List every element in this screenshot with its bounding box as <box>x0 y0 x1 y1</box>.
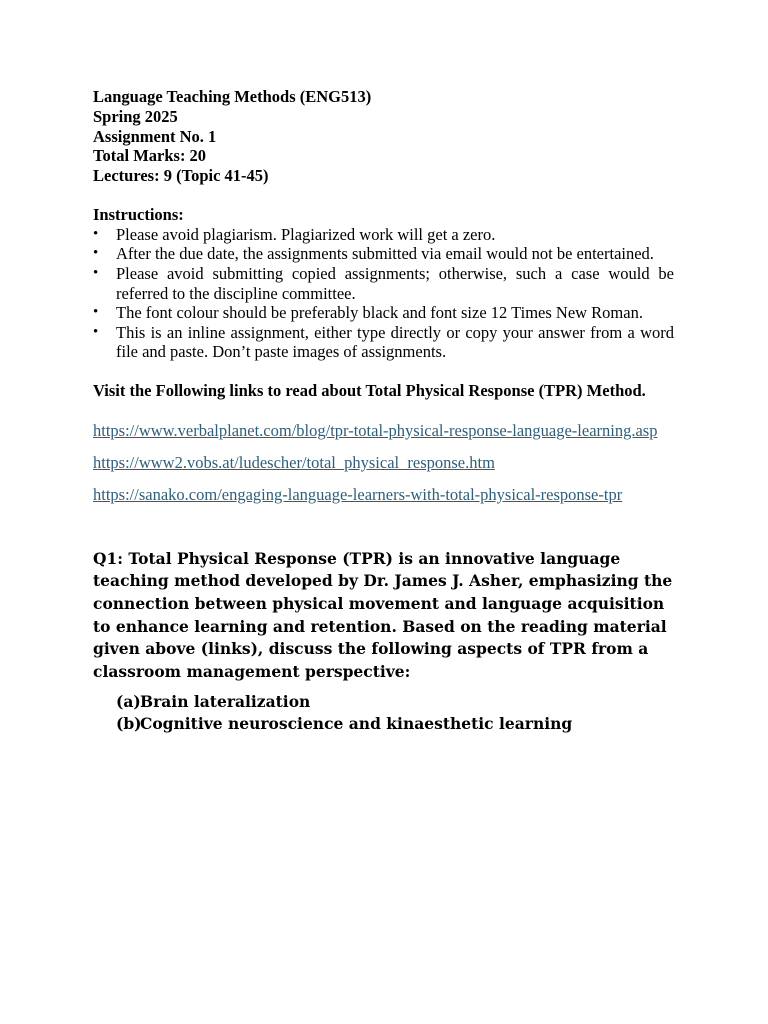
bullet-icon: • <box>93 225 99 242</box>
course-title: Language Teaching Methods (ENG513) <box>93 87 372 106</box>
bullet-icon: • <box>93 245 99 262</box>
list-item <box>93 323 674 362</box>
semester-label: Spring 2025 <box>93 106 178 126</box>
reading-links <box>93 420 674 506</box>
list-item <box>93 303 674 323</box>
instruction-text: Please avoid plagiarism. Plagiarized work will get a zero. <box>116 224 496 244</box>
assignment-number: Assignment No. 1 <box>93 126 217 146</box>
instructions-list <box>93 225 674 362</box>
instruction-text: Please avoid submitting copied assignments; otherwise, such a case would be referred to the discipline committee. <box>116 263 674 303</box>
list-item <box>93 244 674 264</box>
question-text: Q1: Total Physical Response (TPR) is an innovative language teaching method developed by Dr. James J. Asher, emphasizing the connection between physical movement and language acquisition to enhance learning and retention. Based on the reading material given above (links), discuss the following aspects of TPR from a classroom management perspective: <box>93 548 673 681</box>
link-vobs[interactable]: https://www2.vobs.at/ludescher/total_physical_response.htm <box>93 452 495 472</box>
visit-links-heading: Visit the Following links to read about Total Physical Response (TPR) Method. <box>93 380 646 400</box>
question-parts <box>116 691 674 735</box>
part-tag: (a) <box>116 692 141 712</box>
instruction-text: This is an inline assignment, either type directly or copy your answer from a word file and paste. Don’t paste images of assignments. <box>116 322 674 362</box>
part-text: Cognitive neuroscience and kinaesthetic learning <box>140 714 573 734</box>
document-page <box>93 87 674 735</box>
document-header <box>93 87 674 186</box>
instruction-text: After the due date, the assignments submitted via email would not be entertained. <box>116 244 654 264</box>
part-text: Brain lateralization <box>140 692 311 712</box>
bullet-icon: • <box>93 264 99 281</box>
bullet-icon: • <box>93 304 99 321</box>
link-sanako[interactable]: https://sanako.com/engaging-language-learners-with-total-physical-response-tpr <box>93 484 623 504</box>
bullet-icon: • <box>93 323 99 340</box>
instructions-heading: Instructions: <box>93 204 184 224</box>
lectures-label: Lectures: 9 (Topic 41-45) <box>93 166 269 186</box>
list-item <box>116 691 674 713</box>
part-tag: (b) <box>116 714 142 734</box>
list-item <box>116 713 674 735</box>
link-verbalplanet[interactable]: https://www.verbalplanet.com/blog/tpr-total-physical-response-language-learning.asp <box>93 420 658 440</box>
instruction-text: The font colour should be preferably black and font size 12 Times New Roman. <box>116 303 643 323</box>
list-item <box>93 225 674 245</box>
list-item <box>93 264 674 303</box>
total-marks: Total Marks: 20 <box>93 146 207 166</box>
